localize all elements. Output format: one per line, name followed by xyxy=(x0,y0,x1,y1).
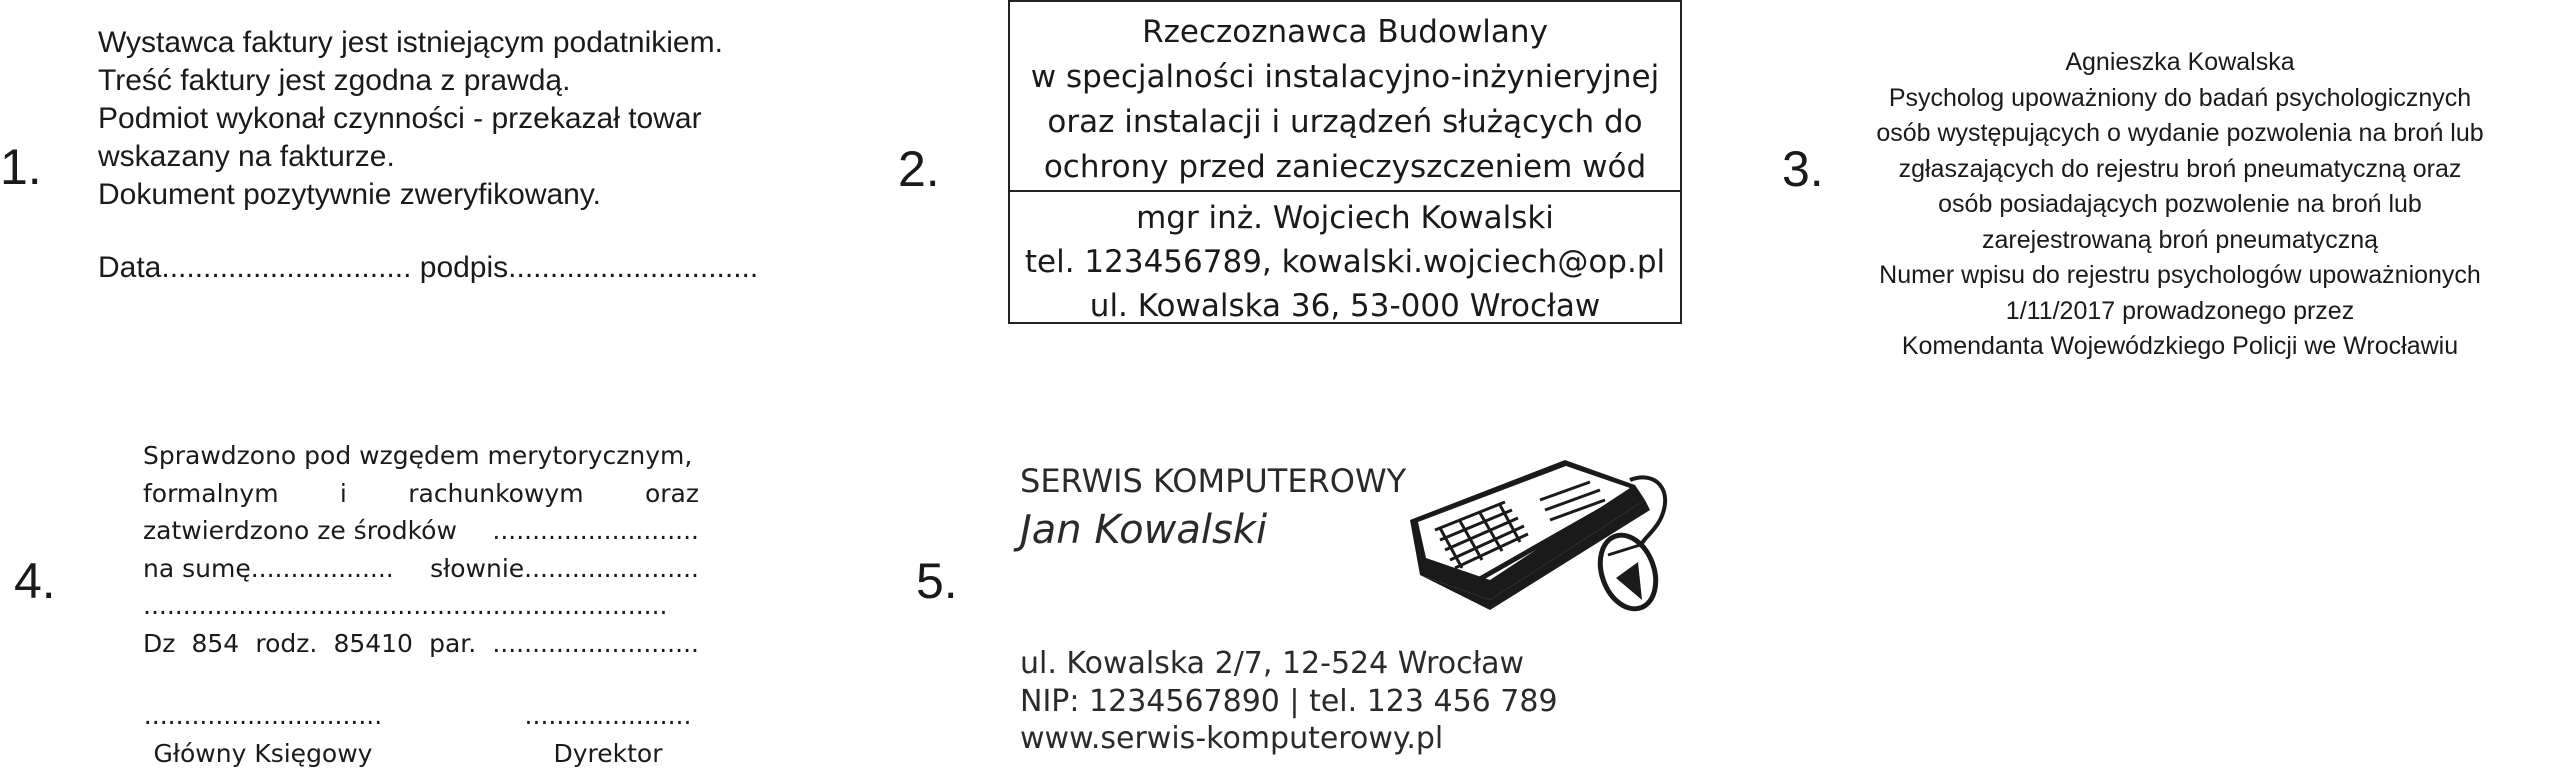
stamp-3-line: zarejestrowaną broń pneumatyczną xyxy=(1981,225,2379,254)
stamp-3-line: osób występujących o wydanie pozwolenia na broń lub xyxy=(1876,119,2484,147)
stamp-3-line: Agnieszka Kowalska xyxy=(2065,48,2295,76)
signature-dots: .............................. xyxy=(143,701,383,730)
keyboard-and-mouse-icon xyxy=(1390,450,1680,625)
stamp-3-line: Numer wpisu do rejestru psychologów upoważnionych xyxy=(1879,261,2481,289)
stamp-4-line xyxy=(143,475,699,513)
signature-dots: ..................... xyxy=(524,701,692,730)
stamp-1-line: Dokument pozytywnie zweryfikowany. xyxy=(98,178,601,211)
stamp-4-line xyxy=(143,550,699,588)
stamp-3-line: Psycholog upoważniony do badań psychologicznych xyxy=(1888,83,2472,112)
amount-field: na sumę.................. xyxy=(143,553,394,583)
stamp-3-line: 1/11/2017 prowadzonego przez xyxy=(2005,296,2355,325)
stamp-2-number: 2. xyxy=(898,141,940,197)
stamp-4-text: zatwierdzono ze środków xyxy=(143,516,457,545)
stamp-2-title-line: w specjalności instalacyjno-inżynieryjnej xyxy=(1030,59,1660,95)
stamp-4-word: par. xyxy=(429,628,477,658)
stamp-3-line: Komendanta Wojewódzkiego Policji we Wrocławiu xyxy=(1901,332,2459,360)
stamp-1-number: 1. xyxy=(0,139,42,195)
stamp-5-number: 5. xyxy=(916,553,958,609)
stamp-invoice-verification xyxy=(98,24,798,287)
stamp-4-word: Dz xyxy=(143,628,176,658)
address-line: ul. Kowalska 2/7, 12-524 Wrocław xyxy=(1020,646,1525,681)
stamp-4-dots: .......................... xyxy=(492,628,699,658)
stamp-building-expert xyxy=(1008,0,1682,324)
nip-phone-line: NIP: 1234567890 | tel. 123 456 789 xyxy=(1020,683,1558,719)
stamp-2-contact-line: tel. 123456789, kowalski.wojciech@op.pl xyxy=(1024,244,1666,280)
stamp-1-line: Treść faktury jest zgodna z prawdą. xyxy=(98,64,571,97)
stamp-4-line: .................................................................. xyxy=(143,591,668,620)
stamp-4-word: rodz. xyxy=(255,628,318,658)
date-signature-line: Data.............................. podpis.............................. xyxy=(98,251,759,284)
stamp-2-title-line: Rzeczoznawca Budowlany xyxy=(1142,14,1548,50)
stamp-1-line: wskazany na fakturze. xyxy=(98,140,395,173)
stamp-3-line: osób posiadających pozwolenie na broń lub xyxy=(1938,190,2422,218)
stamp-4-line xyxy=(143,512,699,550)
stamp-4-line: Sprawdzono pod wzgędem merytorycznym, xyxy=(143,441,693,470)
company-name: SERWIS KOMPUTEROWY xyxy=(1020,462,1407,500)
stamp-5-contact xyxy=(1020,645,1558,758)
stamp-computer-service xyxy=(1020,460,1740,756)
stamp-4-word: 854 xyxy=(191,628,240,658)
signature-label: Główny Księgowy xyxy=(153,738,373,768)
amount-in-words-field: słownie...................... xyxy=(430,553,699,583)
stamp-4-number: 4. xyxy=(14,553,56,609)
signature-label: Dyrektor xyxy=(553,738,663,768)
stamp-1-line: Podmiot wykonał czynności - przekazał towar xyxy=(98,102,702,135)
stamp-4-word: rachunkowym xyxy=(408,478,584,508)
stamp-2-contact-block xyxy=(1010,192,1680,328)
stamp-4-dots: .......................... xyxy=(492,516,699,545)
stamp-4-word: 85410 xyxy=(333,628,413,658)
stamp-accounting-approval xyxy=(143,437,699,777)
stamp-3-number: 3. xyxy=(1782,141,1824,197)
stamp-2-title-line: oraz instalacji i urządzeń służących do xyxy=(1047,104,1643,140)
stamp-4-word: oraz xyxy=(644,478,699,508)
stamp-2-title-line: ochrony przed zanieczyszczeniem wód xyxy=(1043,149,1647,185)
stamp-2-title-block xyxy=(1010,2,1680,192)
stamp-4-signatures xyxy=(143,697,699,777)
stamp-2-contact-line: ul. Kowalska 36, 53-000 Wrocław xyxy=(1089,288,1601,324)
stamp-4-line xyxy=(143,625,699,663)
stamp-4-word: formalnym xyxy=(143,478,279,508)
stamp-psychologist xyxy=(1830,45,2530,365)
stamp-1-line: Wystawca faktury jest istniejącym podatnikiem. xyxy=(98,26,723,59)
owner-name: Jan Kowalski xyxy=(1020,507,1268,553)
stamp-4-word: i xyxy=(339,478,347,508)
stamp-2-contact-line: mgr inż. Wojciech Kowalski xyxy=(1136,200,1554,236)
stamp-3-line: zgłaszających do rejestru broń pneumatyczną oraz xyxy=(1898,154,2462,183)
website-line: www.serwis-komputerowy.pl xyxy=(1020,721,1444,756)
